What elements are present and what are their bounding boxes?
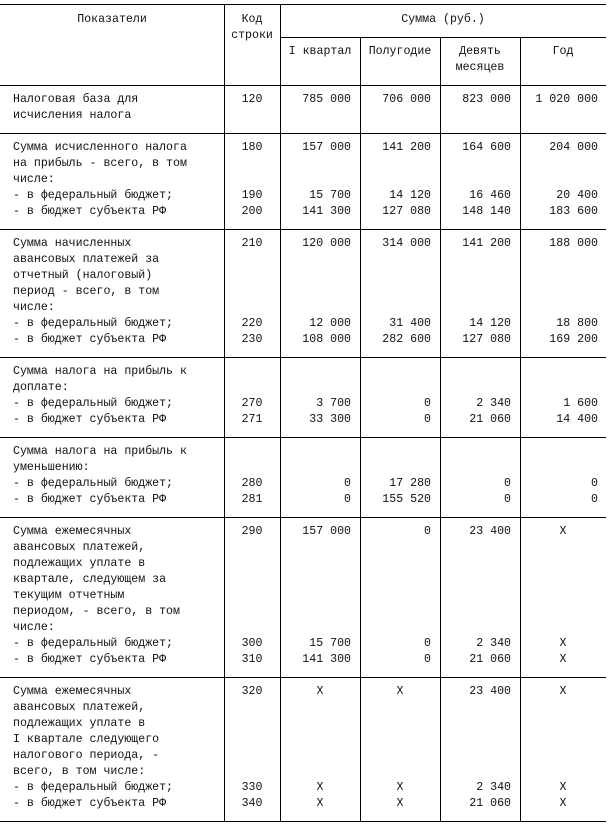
- line-code: 340: [241, 797, 263, 810]
- indicator-label: отчетный (налоговый): [13, 269, 153, 282]
- value-q1: X: [316, 685, 324, 698]
- indicator-label: Сумма ежемесячных: [13, 685, 132, 698]
- value-half-year: X: [396, 685, 404, 698]
- value-q1: 157 000: [302, 141, 351, 154]
- indicator-label: - в бюджет субъекта РФ: [13, 205, 167, 218]
- value-nine-months: 14 120: [469, 317, 511, 330]
- value-half-year: 0: [424, 397, 431, 410]
- value-q1: 157 000: [302, 525, 351, 538]
- line-code: 280: [241, 477, 263, 490]
- value-nine-months: 127 080: [462, 333, 511, 346]
- value-q1: 3 700: [316, 397, 351, 410]
- value-year: 188 000: [549, 237, 598, 250]
- value-q1: 0: [344, 493, 351, 506]
- value-year: 14 400: [556, 413, 598, 426]
- table-bottom-rule: [0, 821, 606, 822]
- indicator-label: период - всего, в том: [13, 285, 160, 298]
- line-code: 120: [241, 93, 263, 106]
- value-half-year: 155 520: [382, 493, 431, 506]
- header-bottom-rule: [0, 85, 606, 86]
- header-q1: I квартал: [288, 45, 352, 58]
- value-q1: 0: [344, 477, 351, 490]
- indicator-label: Сумма налога на прибыль к: [13, 365, 187, 378]
- value-year: X: [559, 797, 567, 810]
- value-half-year: X: [396, 781, 404, 794]
- value-year: 183 600: [549, 205, 598, 218]
- value-year: 0: [591, 477, 598, 490]
- value-nine-months: 21 060: [469, 413, 511, 426]
- line-code: 180: [241, 141, 263, 154]
- indicator-label: периодом, - всего, в том: [13, 605, 180, 618]
- line-code: 270: [241, 397, 263, 410]
- indicator-label: Сумма исчисленного налога: [13, 141, 187, 154]
- value-year: 204 000: [549, 141, 598, 154]
- indicator-label: - в федеральный бюджет;: [13, 637, 174, 650]
- value-half-year: 0: [424, 525, 431, 538]
- header-line-code-1: Код: [241, 13, 263, 26]
- indicator-label: - в бюджет субъекта РФ: [13, 413, 167, 426]
- indicator-label: - в федеральный бюджет;: [13, 477, 174, 490]
- value-half-year: 31 400: [389, 317, 431, 330]
- value-q1: 33 300: [309, 413, 351, 426]
- value-nine-months: 141 200: [462, 237, 511, 250]
- indicator-label: на прибыль - всего, в том: [13, 157, 187, 170]
- value-nine-months: 21 060: [469, 797, 511, 810]
- value-nine-months: 164 600: [462, 141, 511, 154]
- value-year: 1 020 000: [535, 93, 598, 106]
- line-code: 210: [241, 237, 263, 250]
- indicator-label: - в бюджет субъекта РФ: [13, 333, 167, 346]
- value-nine-months: 0: [504, 477, 511, 490]
- value-year: 1 600: [563, 397, 598, 410]
- value-q1: 12 000: [309, 317, 351, 330]
- indicator-label: - в бюджет субъекта РФ: [13, 653, 167, 666]
- value-nine-months: 0: [504, 493, 511, 506]
- value-half-year: 141 200: [382, 141, 431, 154]
- header-year: Год: [552, 45, 574, 58]
- value-q1: 15 700: [309, 189, 351, 202]
- value-q1: 15 700: [309, 637, 351, 650]
- header-nine-months-2: месяцев: [455, 61, 505, 74]
- value-year: X: [559, 685, 567, 698]
- value-year: 169 200: [549, 333, 598, 346]
- indicator-label: подлежащих уплате в: [13, 557, 146, 570]
- indicator-label: Сумма ежемесячных: [13, 525, 132, 538]
- indicator-label: авансовых платежей,: [13, 701, 146, 714]
- section-rule: [0, 437, 606, 438]
- indicator-label: квартале, следующем за: [13, 573, 167, 586]
- indicator-label: Сумма налога на прибыль к: [13, 445, 187, 458]
- value-half-year: 706 000: [382, 93, 431, 106]
- value-year: 18 800: [556, 317, 598, 330]
- value-nine-months: 2 340: [476, 397, 511, 410]
- section-rule: [0, 517, 606, 518]
- value-q1: 108 000: [302, 333, 351, 346]
- value-half-year: 0: [424, 637, 431, 650]
- indicator-label: - в федеральный бюджет;: [13, 317, 174, 330]
- value-half-year: 17 280: [389, 477, 431, 490]
- line-code: 281: [241, 493, 263, 506]
- indicator-label: - в федеральный бюджет;: [13, 189, 174, 202]
- indicator-label: числе:: [13, 301, 55, 314]
- indicator-label: Налоговая база для: [13, 93, 139, 106]
- indicator-label: I квартале следующего: [13, 733, 160, 746]
- indicator-label: Сумма начисленных: [13, 237, 132, 250]
- indicator-label: авансовых платежей за: [13, 253, 160, 266]
- value-half-year: 282 600: [382, 333, 431, 346]
- indicator-label: всего, в том числе:: [13, 765, 146, 778]
- value-half-year: 314 000: [382, 237, 431, 250]
- line-code: 220: [241, 317, 263, 330]
- value-q1: 141 300: [302, 205, 351, 218]
- value-nine-months: 23 400: [469, 685, 511, 698]
- header-line-code-2: строки: [231, 29, 273, 42]
- header-sum: Сумма (руб.): [401, 13, 485, 26]
- line-code: 271: [241, 413, 263, 426]
- value-half-year: X: [396, 797, 404, 810]
- indicator-label: - в бюджет субъекта РФ: [13, 493, 167, 506]
- line-code: 230: [241, 333, 263, 346]
- line-code: 300: [241, 637, 263, 650]
- header-indicators: Показатели: [77, 13, 147, 26]
- indicator-label: числе:: [13, 173, 55, 186]
- value-nine-months: 2 340: [476, 637, 511, 650]
- indicator-label: - в бюджет субъекта РФ: [13, 797, 167, 810]
- value-year: 20 400: [556, 189, 598, 202]
- value-half-year: 14 120: [389, 189, 431, 202]
- value-q1: X: [316, 797, 324, 810]
- indicator-label: - в федеральный бюджет;: [13, 397, 174, 410]
- value-year: X: [559, 653, 567, 666]
- section-rule: [0, 357, 606, 358]
- section-rule: [0, 677, 606, 678]
- value-half-year: 127 080: [382, 205, 431, 218]
- value-nine-months: 21 060: [469, 653, 511, 666]
- section-rule: [0, 133, 606, 134]
- indicator-label: уменьшению:: [13, 461, 90, 474]
- indicator-label: авансовых платежей,: [13, 541, 146, 554]
- line-code: 200: [241, 205, 263, 218]
- value-half-year: 0: [424, 413, 431, 426]
- value-year: 0: [591, 493, 598, 506]
- header-sum-rule: [280, 37, 606, 38]
- line-code: 320: [241, 685, 263, 698]
- value-q1: 120 000: [302, 237, 351, 250]
- value-nine-months: 23 400: [469, 525, 511, 538]
- indicator-label: налогового периода, -: [13, 749, 160, 762]
- header-half-year: Полугодие: [368, 45, 432, 58]
- line-code: 330: [241, 781, 263, 794]
- line-code: 290: [241, 525, 263, 538]
- indicator-label: числе:: [13, 621, 55, 634]
- indicator-label: текущим отчетным: [13, 589, 125, 602]
- value-half-year: 0: [424, 653, 431, 666]
- value-q1: 141 300: [302, 653, 351, 666]
- value-year: X: [559, 637, 567, 650]
- value-nine-months: 823 000: [462, 93, 511, 106]
- line-code: 190: [241, 189, 263, 202]
- value-year: X: [559, 525, 567, 538]
- indicator-label: доплате:: [13, 381, 69, 394]
- value-nine-months: 148 140: [462, 205, 511, 218]
- value-nine-months: 16 460: [469, 189, 511, 202]
- indicator-label: исчисления налога: [13, 109, 132, 122]
- indicator-label: подлежащих уплате в: [13, 717, 146, 730]
- value-nine-months: 2 340: [476, 781, 511, 794]
- section-rule: [0, 229, 606, 230]
- value-year: X: [559, 781, 567, 794]
- value-q1: X: [316, 781, 324, 794]
- header-nine-months-1: Девять: [459, 45, 501, 58]
- line-code: 310: [241, 653, 263, 666]
- indicator-label: - в федеральный бюджет;: [13, 781, 174, 794]
- value-q1: 785 000: [302, 93, 351, 106]
- header-top-rule: [0, 4, 606, 5]
